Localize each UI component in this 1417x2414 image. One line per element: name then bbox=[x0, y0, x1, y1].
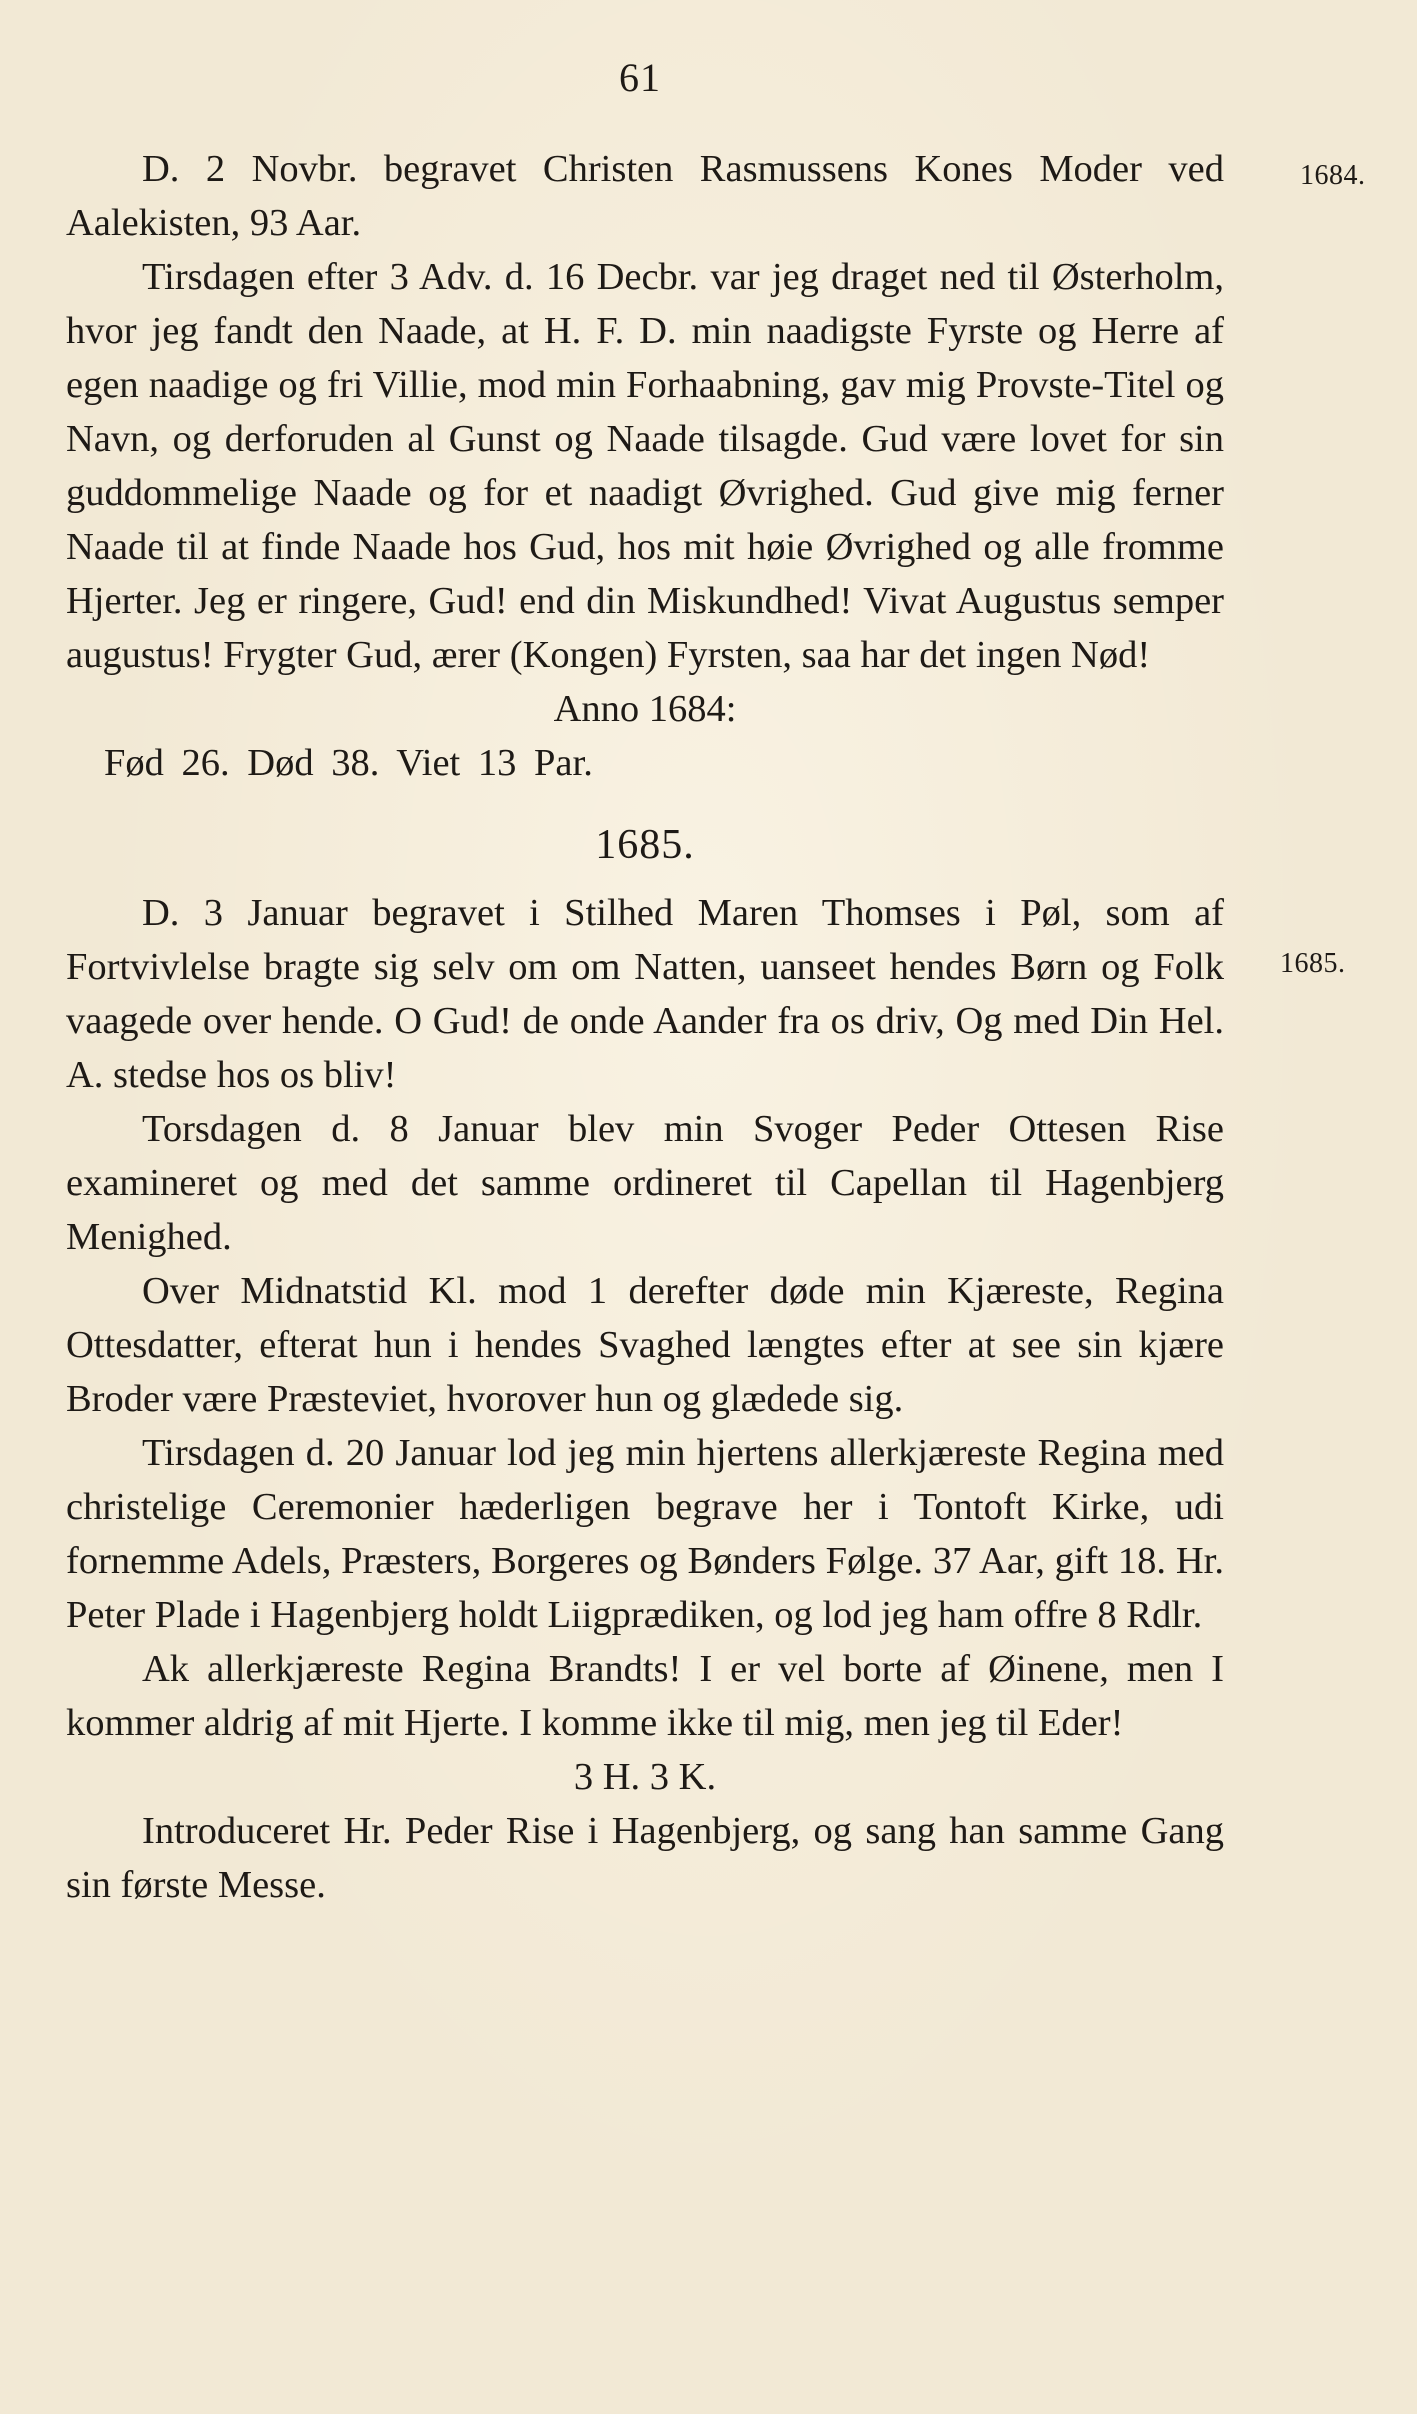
year-heading-1685: 1685. bbox=[595, 822, 695, 868]
paragraph-lament: Ak allerkjæreste Regina Brandts! I er vel borte af Øinene, men I kommer aldrig af mit Hjerte. I komme ikke til mig, men jeg til Eder! bbox=[66, 1648, 1224, 1744]
paragraph-regina-burial: Tirsdagen d. 20 Januar lod jeg min hjertens allerkjæreste Regina med christelige Ceremonier hæderligen begrave her i Tontoft Kirke, udi fornemme Adels, Præsters, Borgeres og Bønders Følge. 37 Aar, gift 18. Hr. Peter Plade i Hagenbjerg holdt Liigprædiken, og lod jeg ham offre 8 Rdlr. bbox=[66, 1432, 1224, 1636]
yearly-stats: Fød 26. Død 38. Viet 13 Par. bbox=[104, 742, 593, 784]
page-number: 61 bbox=[619, 55, 661, 100]
paragraph-regina-death: Over Midnatstid Kl. mod 1 derefter døde min Kjæreste, Regina Ottesdatter, efterat hun i hendes Svaghed længtes efter at see sin kjære Broder være Præsteviet, hvorover hun og glædede sig. bbox=[66, 1270, 1224, 1420]
margin-year-1684: 1684. bbox=[1300, 160, 1366, 191]
paragraph-provste-titel: Tirsdagen efter 3 Adv. d. 16 Decbr. var jeg draget ned til Østerholm, hvor jeg fandt den Naade, at H. F. D. min naadigste Fyrste og Herre af egen naadige og fri Villie, mod min Forhaabning, gav mig Provste-Titel og Navn, og derforuden al Gunst og Naade tilsagde. Gud være lovet for sin guddommelige Naade og for et naadigt Øvrighed. Gud give mig ferner Naade til at finde Naade hos Gud, hos mit høie Øvrighed og alle fromme Hjerter. Jeg er ringere, Gud! end din Miskundhed! Vivat Augustus semper augustus! Frygter Gud, ærer (Kongen) Fyrsten, saa har det ingen Nød! bbox=[66, 256, 1224, 676]
paragraph-introduction: Introduceret Hr. Peder Rise i Hagenbjerg, og sang han samme Gang sin første Messe. bbox=[66, 1810, 1224, 1906]
paragraph-burial-christen: D. 2 Novbr. begravet Christen Rasmussens Kones Moder ved Aalekisten, 93 Aar. bbox=[66, 148, 1224, 244]
margin-year-1685: 1685. bbox=[1280, 948, 1346, 979]
paragraph-peder-ottesen: Torsdagen d. 8 Januar blev min Svoger Peder Ottesen Rise examineret og med det samme ordineret til Capellan til Hagenbjerg Menighed. bbox=[66, 1108, 1224, 1258]
paragraph-maren-thomses: D. 3 Januar begravet i Stilhed Maren Thomses i Pøl, som af Fortvivlelse bragte sig selv om om Natten, uanseet hendes Børn og Folk vaagede over hende. O Gud! de onde Aander fra os driv, Og med Din Hel. A. stedse hos os bliv! bbox=[66, 892, 1224, 1096]
motto-line: 3 H. 3 K. bbox=[573, 1756, 717, 1798]
anno-line: Anno 1684: bbox=[553, 688, 737, 730]
body-text bbox=[66, 142, 1224, 1912]
